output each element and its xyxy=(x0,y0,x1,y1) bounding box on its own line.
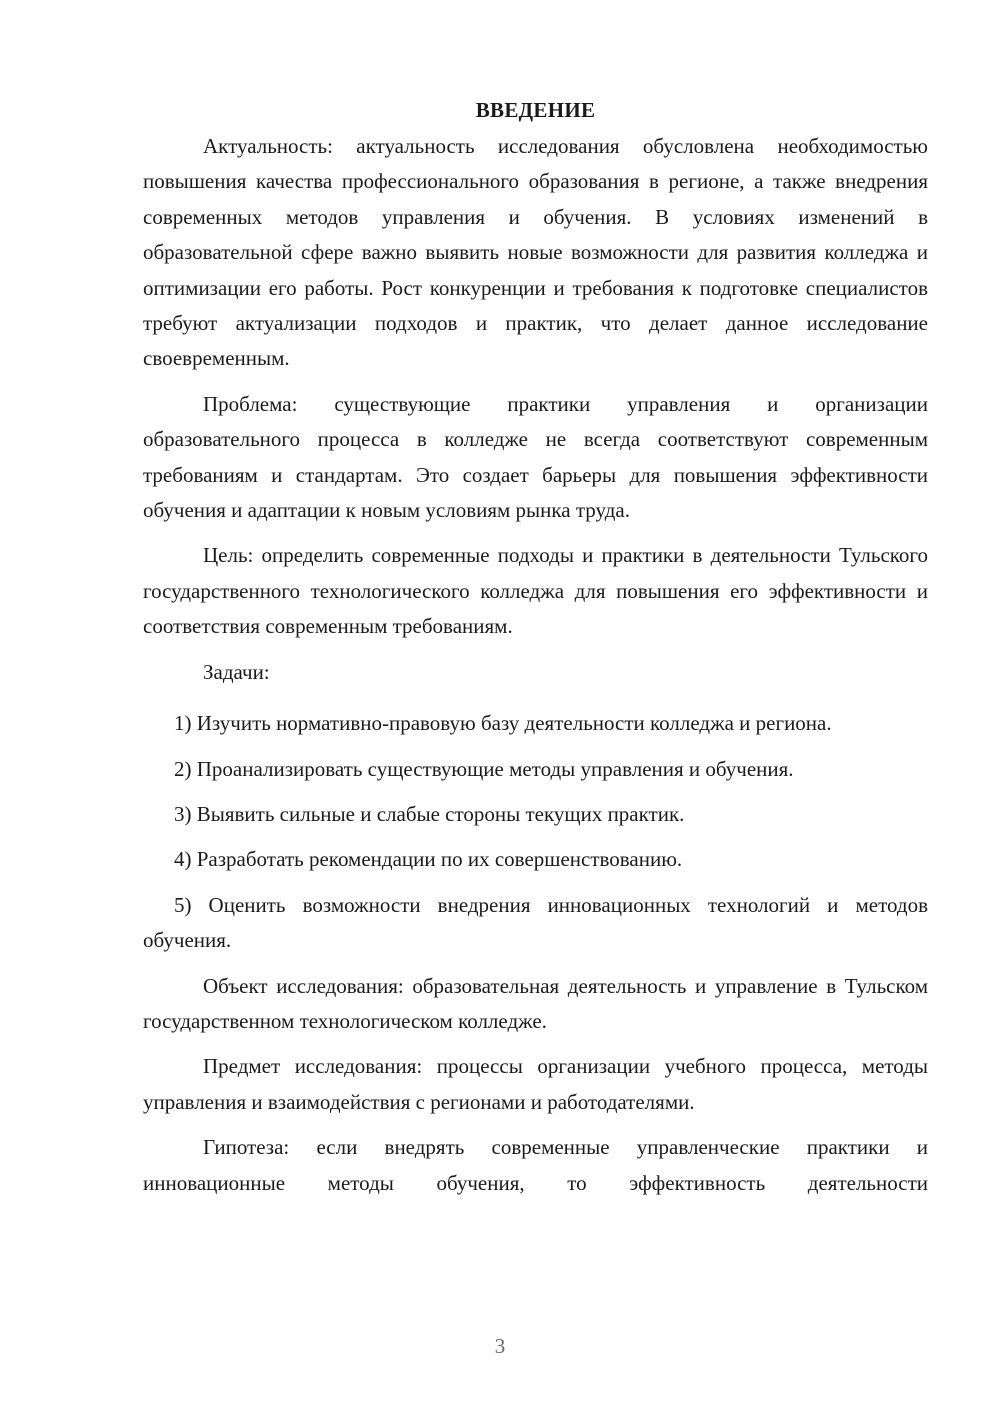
paragraph-problem: Проблема: существующие практики управления и организации образовательного процесса в колледже не всегда соответствуют современным требованиям и стандартам. Это создает барьеры для повышения эффективности обучения и адаптации к новым условиям рынка труда. xyxy=(143,391,928,523)
paragraph-goal: Цель: определить современные подходы и практики в деятельности Тульского государственного технологического колледжа для повышения его эффективности и соответствия современным требованиям. xyxy=(143,543,928,639)
section-title: ВВЕДЕНИЕ xyxy=(475,98,596,122)
tasks-heading: Задачи: xyxy=(203,659,270,684)
paragraph-relevance: Актуальность: актуальность исследования обусловлена необходимостью повышения качества профессионального образования в регионе, а также внедрения современных методов управления и обучения. В условиях изменений в образовательной сфере важно выявить новые возможности для развития колледжа и оптимизации его работы. Рост конкуренции и требования к подготовке специалистов требуют актуализации подходов и практик, что делает данное исследование своевременным. xyxy=(143,134,928,371)
paragraph-hypothesis: Гипотеза: если внедрять современные управленческие практики и инновационные методы обучения, то эффективность деятельности xyxy=(143,1135,928,1195)
task-item-2: 2) Проанализировать существующие методы управления и обучения. xyxy=(174,756,794,781)
task-item-3: 3) Выявить сильные и слабые стороны текущих практик. xyxy=(174,801,685,826)
document-page xyxy=(143,95,928,1201)
page-number: 3 xyxy=(494,1334,506,1358)
paragraph-object: Объект исследования: образовательная деятельность и управление в Тульском государственном технологическом колледже. xyxy=(143,973,928,1033)
task-item-5: 5) Оценить возможности внедрения инновационных технологий и методов обучения. xyxy=(143,892,928,953)
task-item-1: 1) Изучить нормативно-правовую базу деятельности колледжа и региона. xyxy=(174,711,832,736)
paragraph-subject: Предмет исследования: процессы организации учебного процесса, методы управления и взаимодействия с регионами и работодателями. xyxy=(143,1054,928,1114)
task-item-4: 4) Разработать рекомендации по их совершенствованию. xyxy=(174,847,683,872)
